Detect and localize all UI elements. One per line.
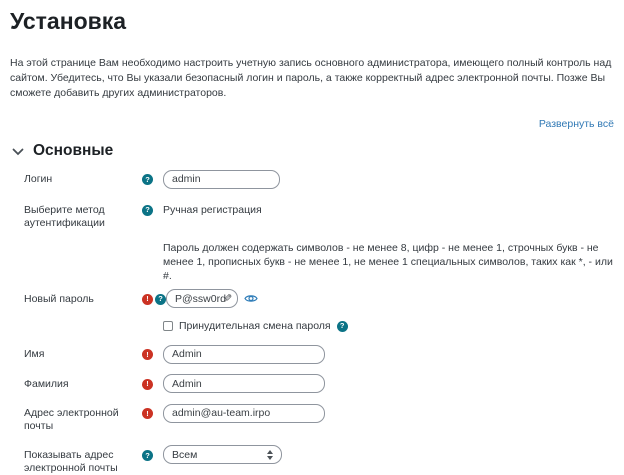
row-lastname: [10, 374, 614, 394]
row-email: [10, 403, 614, 433]
row-force-password-change: [163, 320, 614, 332]
email-input[interactable]: [163, 404, 325, 423]
page-title: Установка: [10, 8, 127, 34]
email-display-select[interactable]: [164, 446, 281, 463]
required-icon: !: [142, 294, 153, 305]
help-icon[interactable]: ?: [337, 321, 348, 332]
row-firstname: [10, 344, 614, 364]
force-password-change-checkbox[interactable]: [163, 321, 173, 331]
help-icon[interactable]: ?: [142, 174, 153, 185]
firstname-label: Имя: [24, 348, 45, 360]
help-icon[interactable]: ?: [142, 450, 153, 461]
auth-method-value: Ручная регистрация: [163, 203, 262, 216]
row-login: [10, 169, 614, 189]
auth-method-label: Выберите метод аутентификации: [24, 203, 105, 229]
admin-account-form: [10, 169, 614, 475]
expand-all-row: [10, 114, 614, 132]
row-auth-method: [10, 200, 614, 230]
section-title: Основные: [33, 142, 114, 159]
intro-text: На этой странице Вам необходимо настроить учетную запись основного администратора, имеющего полный контроль над сайтом. Убедитесь, что Вы указали безопасный логин и пароль, а также корректный адрес электронной почты. Позже Вы сможете добавить других администраторов.: [10, 57, 612, 99]
row-email-display: [10, 445, 614, 475]
login-input[interactable]: [163, 170, 280, 189]
firstname-input[interactable]: [163, 345, 325, 364]
required-icon: !: [142, 349, 153, 360]
show-password-eye-icon[interactable]: [244, 292, 258, 305]
help-icon[interactable]: ?: [155, 294, 166, 305]
login-label: Логин: [24, 173, 53, 185]
new-password-label: Новый пароль: [24, 292, 94, 305]
new-password-input[interactable]: [166, 289, 238, 308]
password-policy-text: Пароль должен содержать символов - не менее 8, цифр - не менее 1, строчных букв - не менее 1, прописных букв - не менее 1, не менее 1 специальных символов, таких как *, - или #.: [163, 241, 613, 282]
section-header-general[interactable]: [10, 142, 614, 160]
row-new-password: [10, 289, 614, 309]
lastname-label: Фамилия: [24, 377, 69, 390]
required-icon: !: [142, 408, 153, 419]
email-label: Адрес электронной почты: [24, 407, 119, 432]
lastname-input[interactable]: [163, 374, 325, 393]
required-icon: !: [142, 379, 153, 390]
email-display-label: Показывать адрес электронной почты: [24, 449, 118, 474]
pencil-icon: ✎: [222, 292, 232, 305]
help-icon[interactable]: ?: [142, 205, 153, 216]
force-password-change-label[interactable]: Принудительная смена пароля: [179, 320, 331, 332]
email-display-select-wrap: [163, 445, 282, 464]
expand-all-link[interactable]: Развернуть всё: [538, 118, 614, 130]
chevron-down-icon[interactable]: [12, 148, 24, 156]
